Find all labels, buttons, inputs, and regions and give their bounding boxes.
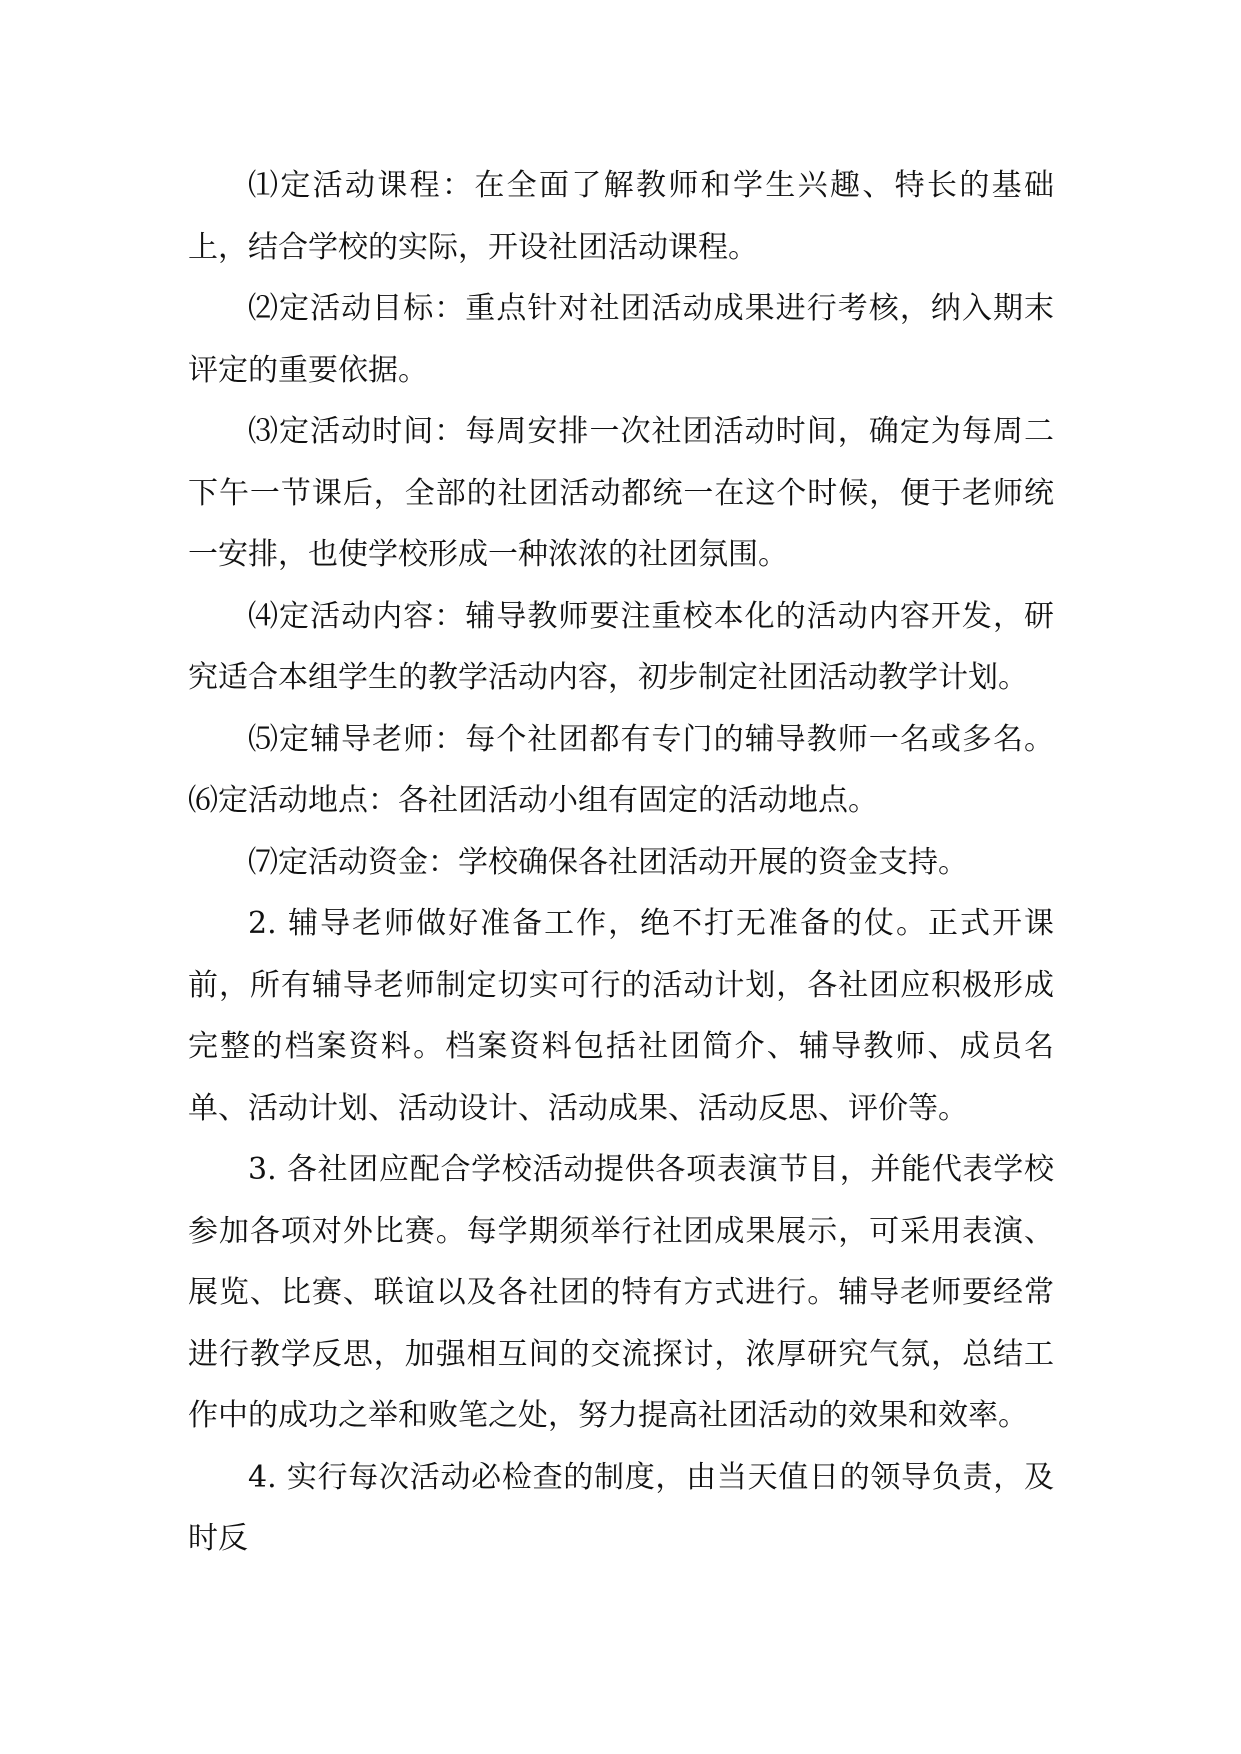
document-body (188, 155, 1054, 1570)
paragraph-inspection: 4. 实行每次活动必检查的制度，由当天值日的领导负责，及时反 (188, 1459, 1054, 1556)
paragraph-content: ⑷定活动内容：辅导教师要注重校本化的活动内容开发，研究适合本组学生的教学活动内容，初步制定社团活动教学计划。 (188, 598, 1054, 695)
paragraph-funding: ⑺定活动资金：学校确保各社团活动开展的资金支持。 (248, 844, 968, 880)
paragraph-course: ⑴定活动课程：在全面了解教师和学生兴趣、特长的基础上，结合学校的实际，开设社团活动课程。 (188, 168, 1054, 265)
paragraph-performance: 3. 各社团应配合学校活动提供各项表演节目，并能代表学校参加各项对外比赛。每学期须举行社团成果展示，可采用表演、展览、比赛、联谊以及各社团的特有方式进行。辅导老师要经常进行教学反思，加强相互间的交流探讨，浓厚研究气氛，总结工作中的成功之举和败笔之处，努力提高社团活动的效果和效率。 (188, 1152, 1054, 1433)
paragraph-preparation: 2. 辅导老师做好准备工作，绝不打无准备的仗。正式开课前，所有辅导老师制定切实可行的活动计划，各社团应积极形成完整的档案资料。档案资料包括社团简介、辅导教师、成员名单、活动计划、活动设计、活动成果、活动反思、评价等。 (188, 906, 1054, 1126)
paragraph-teacher-location: ⑸定辅导老师：每个社团都有专门的辅导教师一名或多名。⑹定活动地点：各社团活动小组有固定的活动地点。 (188, 721, 1054, 818)
paragraph-time: ⑶定活动时间：每周安排一次社团活动时间，确定为每周二下午一节课后，全部的社团活动都统一在这个时候，便于老师统一安排，也使学校形成一种浓浓的社团氛围。 (188, 414, 1054, 572)
paragraph-goal: ⑵定活动目标：重点针对社团活动成果进行考核，纳入期末评定的重要依据。 (188, 291, 1054, 388)
